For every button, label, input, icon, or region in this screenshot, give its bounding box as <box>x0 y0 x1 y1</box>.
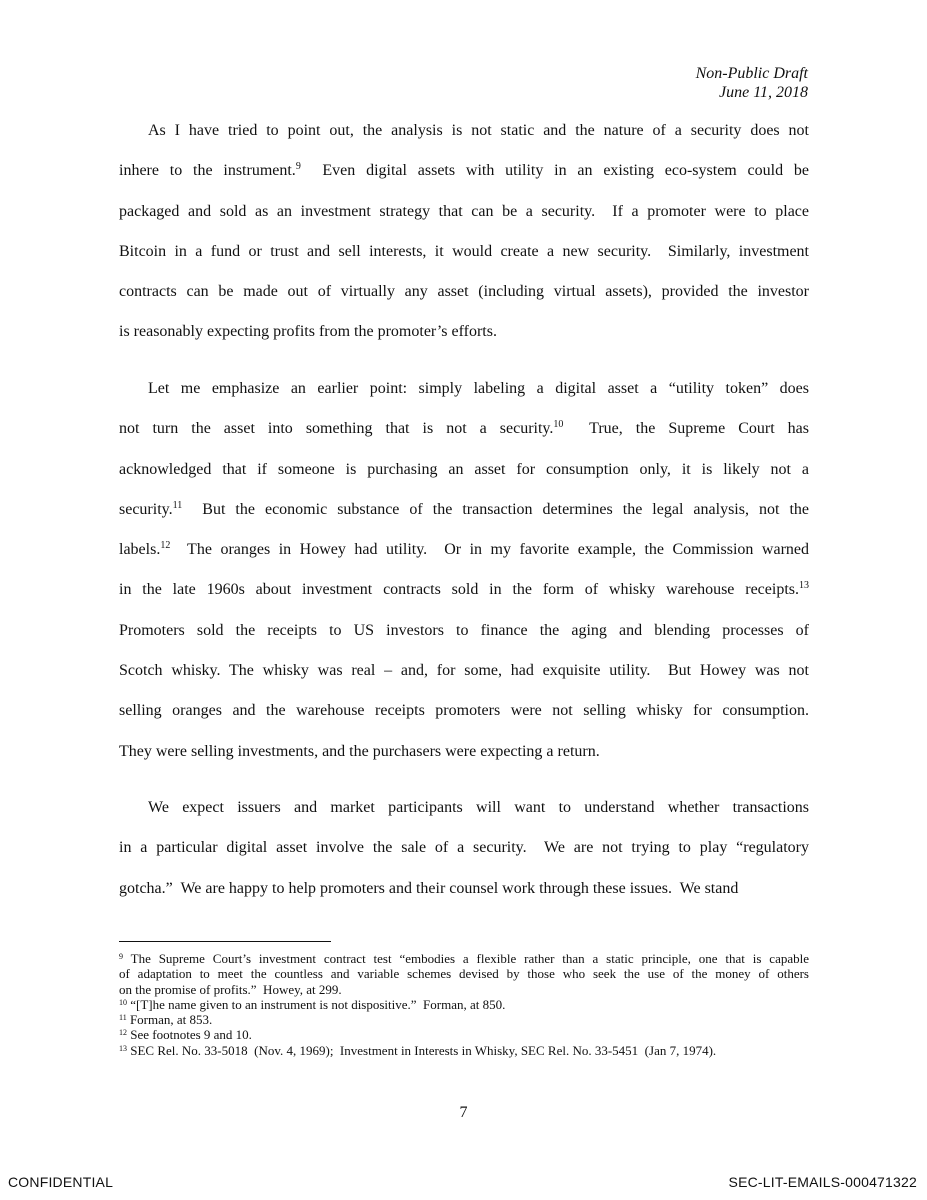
footnote-number: 10 <box>119 997 127 1007</box>
text-run: They were selling investments, and the purchasers were expecting a return. <box>119 742 600 760</box>
text-line <box>119 620 809 660</box>
footnote-ref: 12 <box>160 540 171 552</box>
text-line <box>119 418 809 458</box>
text-run: packaged and sold as an investment strategy that can be a security. If a promoter were to place <box>119 202 809 220</box>
footnote-line <box>119 1027 809 1042</box>
footnotes <box>119 951 809 1058</box>
footnote-line <box>119 1043 809 1058</box>
footnote-text: on the promise of profits.” Howey, at 299. <box>119 981 342 997</box>
text-run: not turn the asset into something that is not a security. <box>119 420 554 438</box>
text-run: The oranges in Howey had utility. Or in my favorite example, the Commission warned <box>170 541 809 559</box>
text-line <box>119 378 809 418</box>
footnote-text: “[T]he name given to an instrument is not dispositive.” Forman, at 850. <box>127 996 506 1012</box>
text-line <box>119 660 809 700</box>
draft-status: Non-Public Draft <box>695 65 808 82</box>
text-run: is reasonably expecting profits from the promoter’s efforts. <box>119 323 497 341</box>
text-line <box>119 837 809 877</box>
paragraph <box>119 120 809 362</box>
text-run: Scotch whisky. The whisky was real – and, for some, had exquisite utility. But Howey was not <box>119 662 809 680</box>
footnote-ref: 11 <box>172 499 183 511</box>
paragraph <box>119 797 809 918</box>
text-line <box>119 878 809 918</box>
footnote-separator <box>119 941 331 942</box>
footnote-line <box>119 1012 809 1027</box>
text-run: in the late 1960s about investment contracts sold in the form of whisky warehouse receipts. <box>119 581 799 599</box>
paragraph <box>119 378 809 781</box>
text-line <box>119 241 809 281</box>
text-run: As I have tried to point out, the analysis is not static and the nature of a security does not <box>148 122 809 139</box>
text-line <box>119 160 809 200</box>
footnote-number: 11 <box>119 1013 127 1023</box>
footnote-text: Forman, at 853. <box>126 1012 213 1028</box>
text-line <box>119 120 809 160</box>
footnote-ref: 10 <box>553 419 564 431</box>
text-line <box>119 579 809 619</box>
footnote-line <box>119 966 809 981</box>
text-run: gotcha.” We are happy to help promoters and their counsel work through these issues. We stand <box>119 879 739 897</box>
footnote-number: 9 <box>119 952 123 961</box>
footnote-line <box>119 951 809 966</box>
text-run: We expect issuers and market participants will want to understand whether transactions <box>148 799 809 816</box>
text-line <box>119 741 809 781</box>
text-line <box>119 700 809 740</box>
text-run: security. <box>119 500 173 518</box>
page-number: 7 <box>459 1104 468 1121</box>
footnote-number: 13 <box>119 1043 127 1053</box>
footnote-ref: 13 <box>799 580 809 592</box>
text-line <box>119 539 809 579</box>
footnote-number: 12 <box>119 1028 127 1038</box>
text-line <box>119 201 809 241</box>
footnote-ref: 9 <box>295 161 301 173</box>
bates-number: SEC-LIT-EMAILS-000471322 <box>728 1174 917 1190</box>
footnote-text: of adaptation to meet the countless and variable schemes devised by those who seek the use of the money of others <box>119 966 809 982</box>
text-line <box>119 459 809 499</box>
draft-header <box>696 64 808 102</box>
text-run: in a particular digital asset involve the sale of a security. We are not trying to play “regulatory <box>119 839 809 857</box>
text-line <box>119 499 809 539</box>
draft-date: June 11, 2018 <box>718 84 808 101</box>
text-line <box>119 281 809 321</box>
text-run: inhere to the instrument. <box>119 162 296 180</box>
confidential-stamp: CONFIDENTIAL <box>8 1174 114 1190</box>
footnote-line <box>119 997 809 1012</box>
text-line <box>119 321 809 361</box>
footnote-text: See footnotes 9 and 10. <box>127 1027 252 1043</box>
footnote-line <box>119 982 809 997</box>
text-line <box>119 797 809 837</box>
text-run: Let me emphasize an earlier point: simply labeling a digital asset a “utility token” does <box>148 380 809 397</box>
text-run: True, the Supreme Court has <box>563 420 809 438</box>
text-run: labels. <box>119 541 161 559</box>
text-run: Promoters sold the receipts to US investors to finance the aging and blending processes of <box>119 621 809 639</box>
text-run: acknowledged that if someone is purchasing an asset for consumption only, it is likely not a <box>119 460 809 478</box>
footnote-text: The Supreme Court’s investment contract test “embodies a flexible rather than a static principle, one that is capable <box>123 951 809 966</box>
text-run: Even digital assets with utility in an existing eco-system could be <box>300 162 810 180</box>
text-run: But the economic substance of the transaction determines the legal analysis, not the <box>182 500 809 518</box>
text-run: contracts can be made out of virtually any asset (including virtual assets), provided the investor <box>119 283 809 301</box>
text-run: selling oranges and the warehouse receipts promoters were not selling whisky for consumption. <box>119 702 809 720</box>
footnote-text: SEC Rel. No. 33-5018 (Nov. 4, 1969); Investment in Interests in Whisky, SEC Rel. No. 33-5451 (Jan 7, 1974). <box>127 1042 717 1058</box>
text-run: Bitcoin in a fund or trust and sell interests, it would create a new security. Similarly, investment <box>119 242 809 260</box>
